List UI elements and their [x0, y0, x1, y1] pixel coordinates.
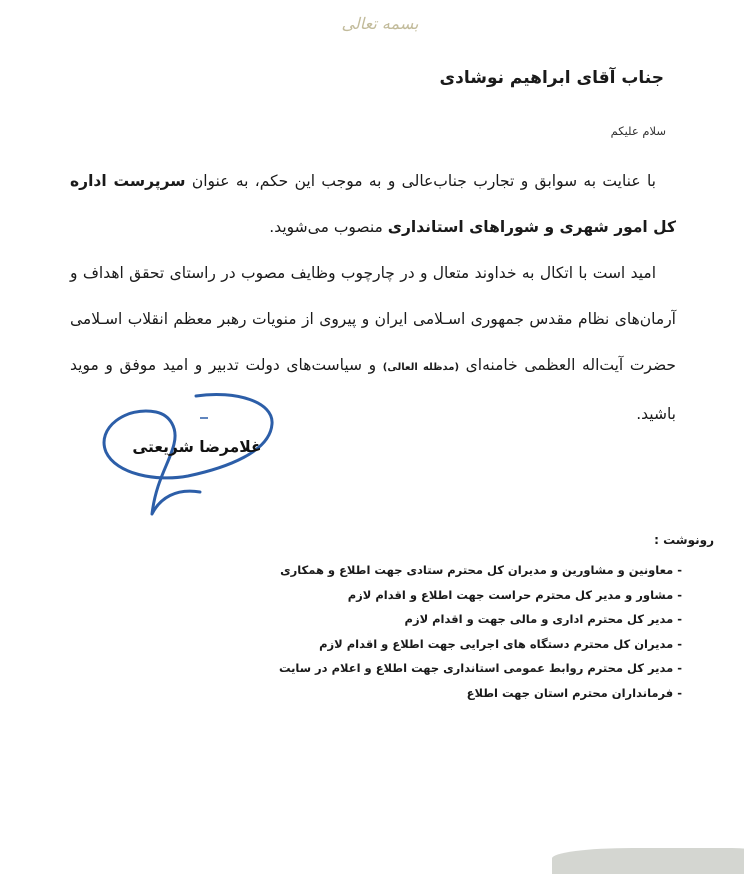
greeting: سلام علیکم [610, 124, 666, 138]
cc-item: - مدیر کل محترم روابط عمومی استانداری جهت اطلاع و اعلام در سایت [279, 658, 682, 683]
paragraph2-part2: و سیاست‌های دولت تدبیر و امید موفق و موید باشید. [70, 356, 676, 423]
cc-title: رونوشت : [654, 533, 714, 547]
appointment-title: سرپرست اداره کل امور شهری و شوراهای استانداری [70, 172, 676, 236]
paragraph2-part1: امید است با اتکال به خداوند متعال و در چارچوب وظایف مصوب در راستای تحقق اهداف و آرمان‌های نظام مقدس جمهوری اسـلامی ایران و پیروی از منویات رهبر معظم انقلاب اسـلامی حضرت آیت‌اله العظمی خامنه‌ای [70, 264, 676, 374]
signer-name: غلامرضا شریعتی [132, 438, 262, 456]
cc-item: - فرمانداران محترم استان جهت اطلاع [279, 683, 682, 708]
paragraph1-part1: با عنایت به سوابق و تجارب جناب‌عالی و به موجب این حکم، به عنوان [185, 172, 656, 190]
honorific: (مدظله العالی) [382, 362, 460, 373]
cc-item: - معاونین و مشاورین و مدیران کل محترم ستادی جهت اطلاع و همکاری [279, 560, 682, 585]
cc-list [279, 560, 682, 707]
cc-item: - مشاور و مدیر کل محترم حراست جهت اطلاع و اقدام لازم [279, 585, 682, 610]
cc-item: - مدیر کل محترم اداری و مالی جهت و اقدام لازم [279, 609, 682, 634]
scan-edge-shadow [552, 848, 744, 874]
paragraph1-part2: منصوب می‌شوید. [269, 218, 388, 236]
paragraph-appointment [70, 158, 676, 250]
signature-block [96, 388, 286, 524]
addressee: جناب آقای ابراهیم نوشادی [439, 68, 664, 88]
cc-item: - مدیران کل محترم دستگاه های اجرایی جهت اطلاع و اقدام لازم [279, 634, 682, 659]
signature-stroke [96, 388, 286, 524]
header-invocation: بسمه تعالی [341, 14, 419, 33]
